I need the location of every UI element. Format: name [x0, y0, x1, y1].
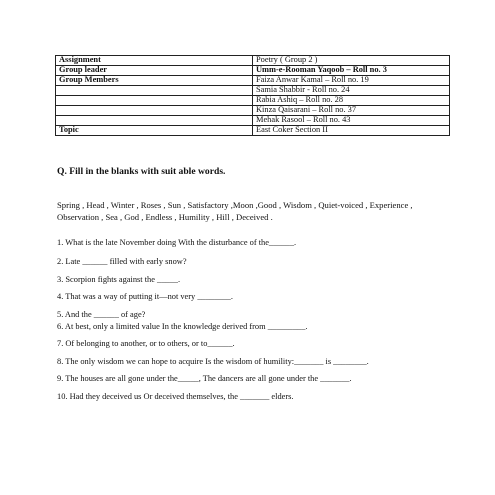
- table-row: [56, 86, 450, 96]
- word-bank: Spring , Head , Winter , Roses , Sun , Satisfactory ,Moon ,Good , Wisdom , Quiet-voiced , Experience , Observation , Sea , God , Endless , Humility , Hill , Deceived .: [57, 200, 413, 222]
- assignment-info-table: [55, 55, 450, 136]
- table-row: [56, 96, 450, 106]
- list-item: 2. Late ______ filled with early snow?: [57, 257, 187, 266]
- table-value-cell: Samia Shabbir - Roll no. 24: [253, 86, 450, 96]
- table-value-cell: Rabia Ashiq – Roll no. 28: [253, 96, 450, 106]
- list-item: 1. What is the late November doing With the disturbance of the______.: [57, 238, 297, 247]
- list-item: 10. Had they deceived us Or deceived themselves, the _______ elders.: [57, 392, 294, 401]
- table-row: [56, 76, 450, 86]
- list-item: 8. The only wisdom we can hope to acquire Is the wisdom of humility:_______ is ________.: [57, 357, 369, 366]
- table-row: [56, 66, 450, 76]
- list-item: 3. Scorpion fights against the _____.: [57, 275, 181, 284]
- table-row: [56, 106, 450, 116]
- table-key-cell: Topic: [56, 126, 253, 136]
- list-item: 9. The houses are all gone under the_____, The dancers are all gone under the _______.: [57, 374, 352, 383]
- question-heading: Q. Fill in the blanks with suit able words.: [57, 166, 226, 177]
- table-value-cell: Umm-e-Rooman Yaqoob – Roll no. 3: [253, 66, 450, 76]
- table-key-cell: [56, 116, 253, 126]
- table-row: [56, 126, 450, 136]
- table-value-cell: Kinza Qaisarani – Roll no. 37: [253, 106, 450, 116]
- table-value-cell: Faiza Anwar Kamal – Roll no. 19: [253, 76, 450, 86]
- table-key-cell: Group leader: [56, 66, 253, 76]
- table-key-cell: Assignment: [56, 56, 253, 66]
- table-row: [56, 116, 450, 126]
- list-item: 6. At best, only a limited value In the knowledge derived from _________.: [57, 322, 308, 331]
- table-value-cell: Poetry ( Group 2 ): [253, 56, 450, 66]
- table-key-cell: [56, 106, 253, 116]
- table-key-cell: [56, 86, 253, 96]
- list-item: 7. Of belonging to another, or to others, or to______.: [57, 339, 235, 348]
- table-key-cell: Group Members: [56, 76, 253, 86]
- table-value-cell: East Coker Section II: [253, 126, 450, 136]
- table-row: [56, 56, 450, 66]
- list-item: 4. That was a way of putting it—not very ________.: [57, 292, 233, 301]
- table-value-cell: Mehak Rasool – Roll no. 43: [253, 116, 450, 126]
- table-key-cell: [56, 96, 253, 106]
- list-item: 5. And the ______ of age?: [57, 310, 146, 319]
